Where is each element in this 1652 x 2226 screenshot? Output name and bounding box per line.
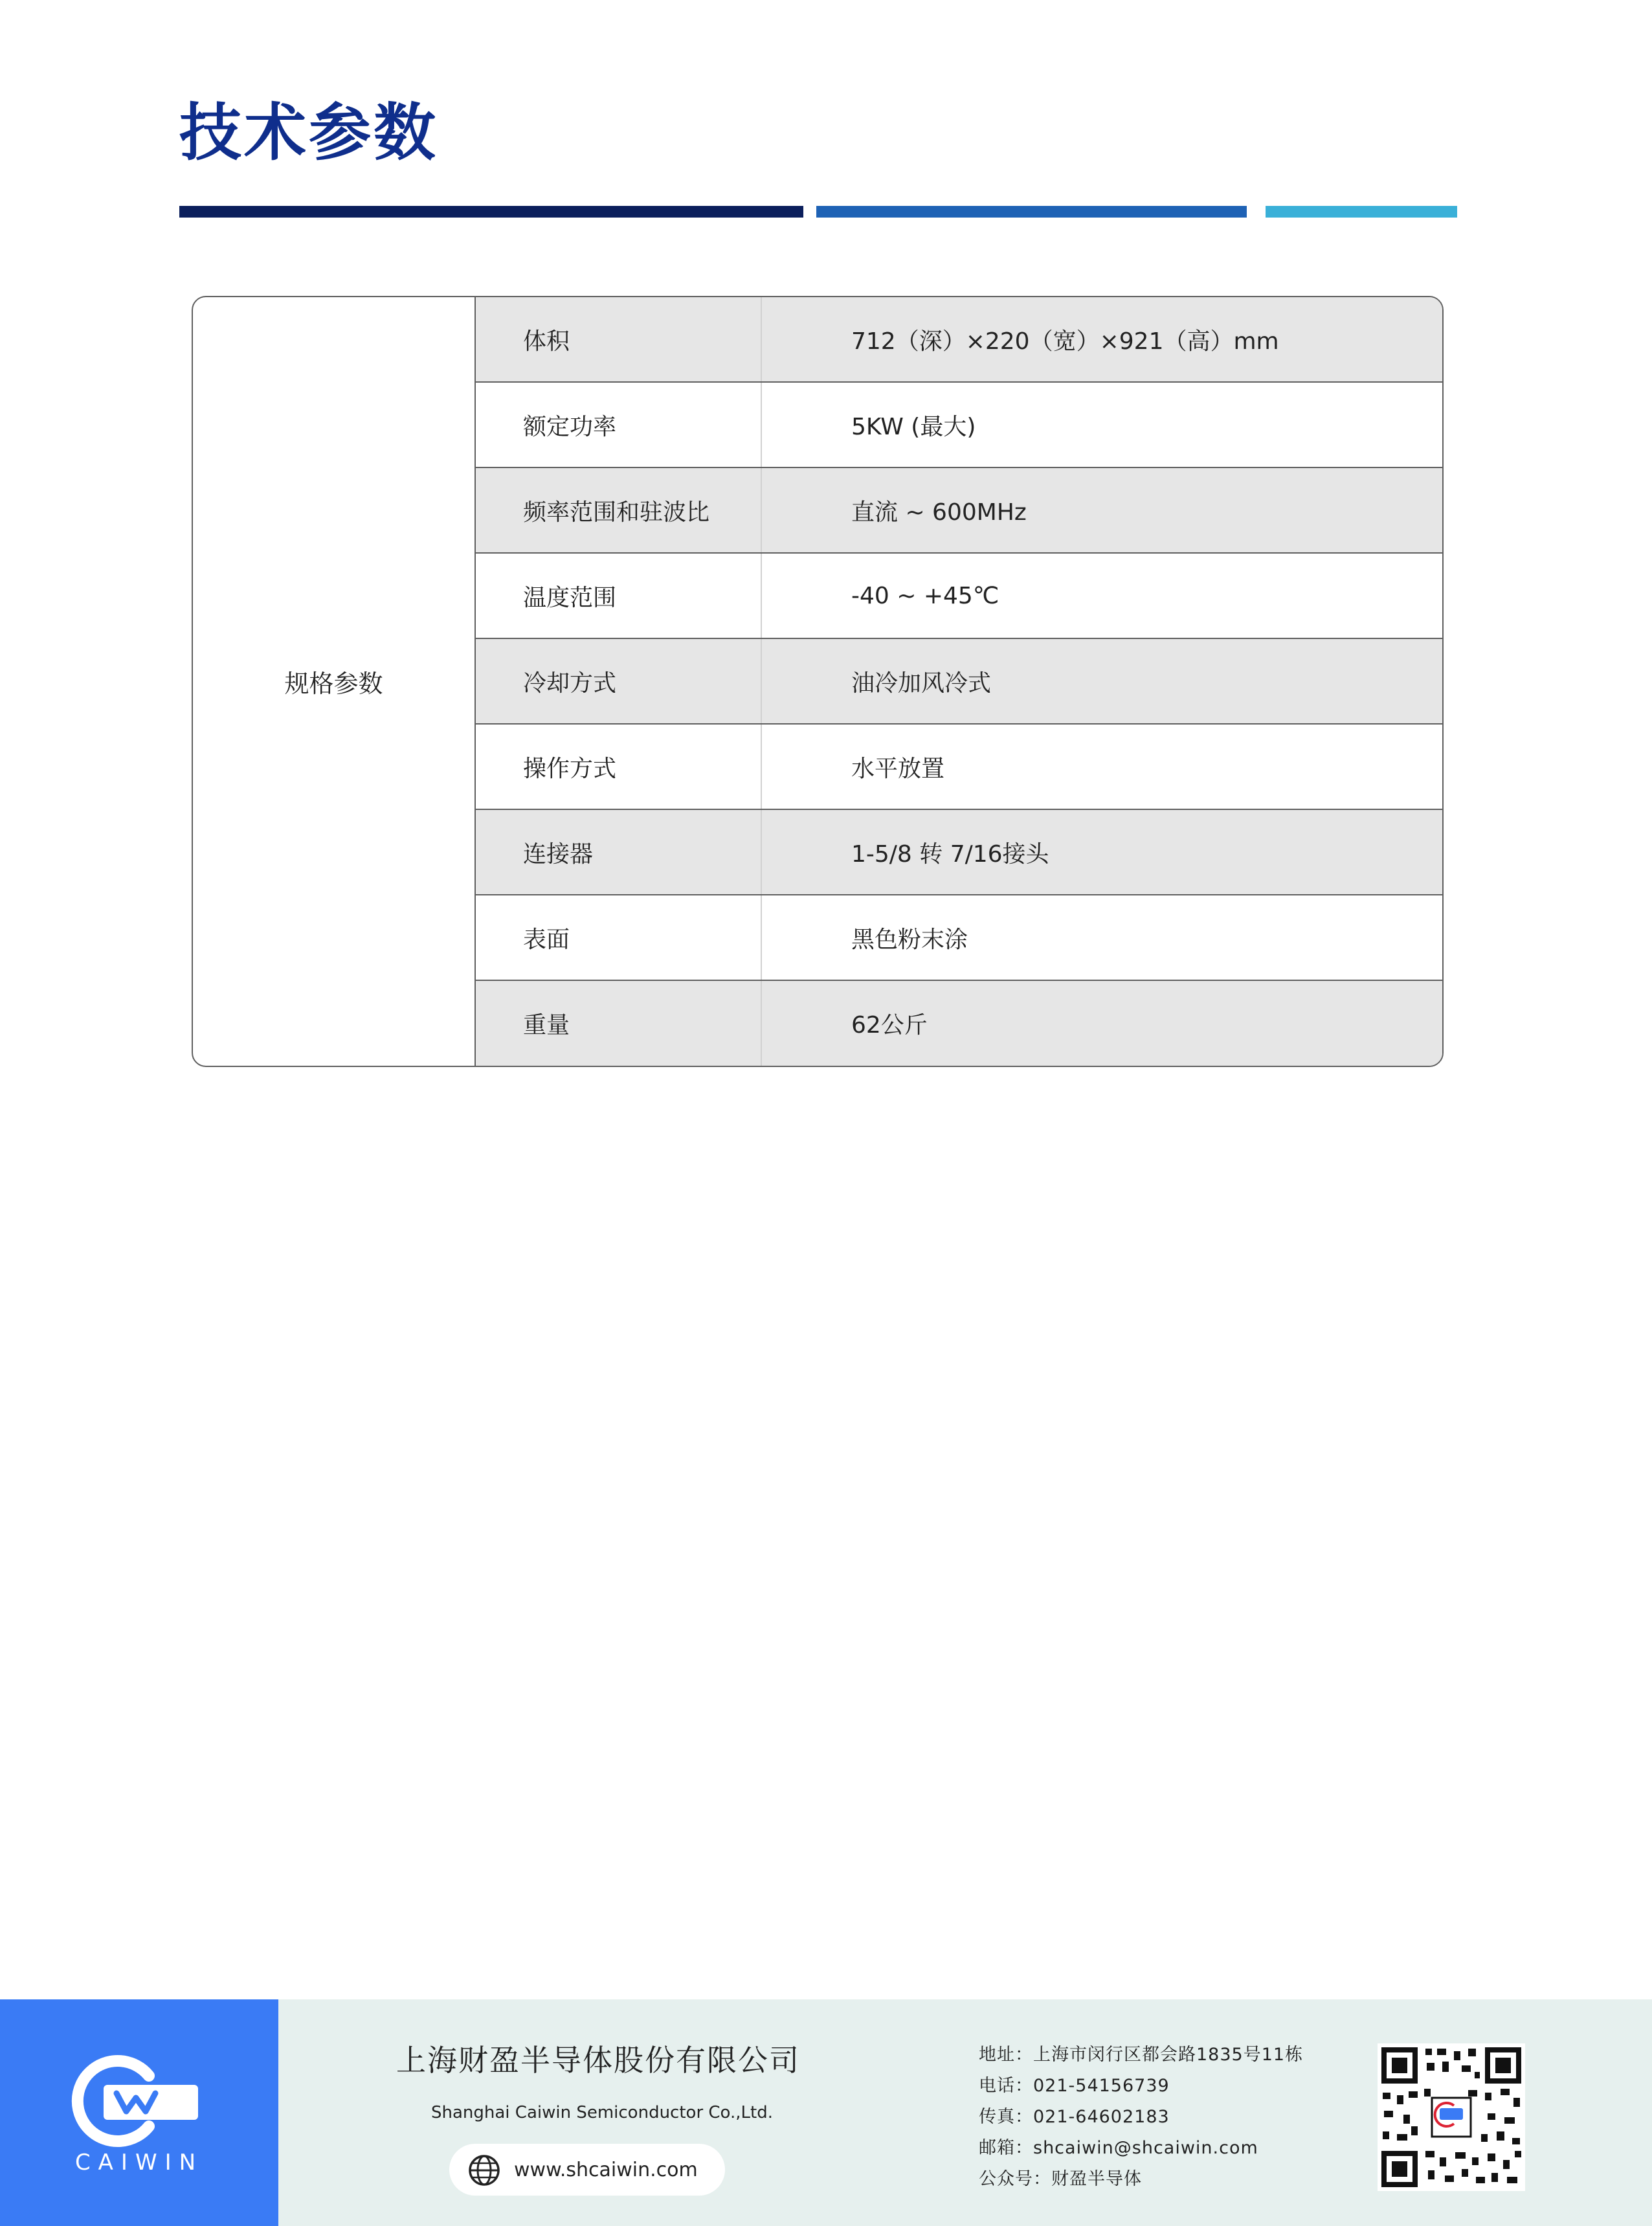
spec-value: 黑色粉末涂	[851, 926, 968, 953]
spec-value: 水平放置	[851, 755, 945, 782]
company-logo	[0, 1999, 278, 2226]
page-title: 技术参数	[179, 96, 438, 169]
spec-value: -40 ~ +45℃	[851, 582, 999, 609]
website-link[interactable]	[449, 2144, 725, 2196]
spec-label: 体积	[523, 328, 570, 355]
spec-row-frequency	[476, 468, 1442, 554]
contact-address: 地址：上海市闵行区都会路1835号11栋	[979, 2045, 1304, 2065]
title-underline-dark	[179, 206, 803, 218]
spec-value: 712（深）×220（宽）×921（高）mm	[851, 328, 1279, 355]
company-name-cn: 上海财盈半导体股份有限公司	[396, 2043, 800, 2078]
spec-value: 直流 ~ 600MHz	[851, 499, 1027, 526]
spec-table	[192, 296, 1444, 1067]
caiwin-logo-icon	[0, 1999, 278, 2148]
spec-row-connector	[476, 810, 1442, 895]
website-url[interactable]: www.shcaiwin.com	[514, 2158, 698, 2181]
spec-label: 操作方式	[523, 755, 617, 782]
spec-rows	[476, 297, 1442, 1066]
spec-row-surface	[476, 895, 1442, 981]
spec-row-operation	[476, 725, 1442, 810]
spec-value: 5KW (最大)	[851, 413, 976, 440]
spec-label: 温度范围	[523, 584, 617, 611]
spec-label: 冷却方式	[523, 669, 617, 697]
spec-group-label: 规格参数	[193, 297, 476, 1066]
globe-icon	[467, 2153, 501, 2187]
title-underline-light	[1266, 206, 1457, 218]
spec-value: 1-5/8 转 7/16接头	[851, 840, 1049, 868]
footer	[0, 1999, 1652, 2226]
spec-row-weight	[476, 981, 1442, 1066]
contact-email[interactable]: 邮箱：shcaiwin@shcaiwin.com	[979, 2138, 1258, 2158]
spec-row-temperature	[476, 554, 1442, 639]
spec-label: 连接器	[523, 840, 594, 868]
spec-row-volume	[476, 297, 1442, 383]
logo-wordmark: CAIWIN	[74, 2150, 204, 2175]
qr-code-icon	[1378, 2043, 1525, 2191]
spec-label: 频率范围和驻波比	[523, 499, 710, 526]
spec-value: 62公斤	[851, 1012, 928, 1039]
spec-row-cooling	[476, 639, 1442, 725]
spec-label: 重量	[523, 1012, 570, 1039]
spec-label: 额定功率	[523, 413, 617, 440]
spec-value: 油冷加风冷式	[851, 669, 992, 697]
contact-wechat: 公众号：财盈半导体	[979, 2169, 1142, 2189]
contact-fax: 传真：021-64602183	[979, 2107, 1170, 2127]
company-name-en: Shanghai Caiwin Semiconductor Co.,Ltd.	[431, 2103, 773, 2122]
spec-label: 表面	[523, 926, 570, 953]
title-underline-mid	[816, 206, 1247, 218]
contact-info	[979, 2040, 1303, 2195]
qr-code	[1378, 2043, 1525, 2191]
contact-phone: 电话：021-54156739	[979, 2076, 1170, 2096]
spec-row-power	[476, 383, 1442, 468]
